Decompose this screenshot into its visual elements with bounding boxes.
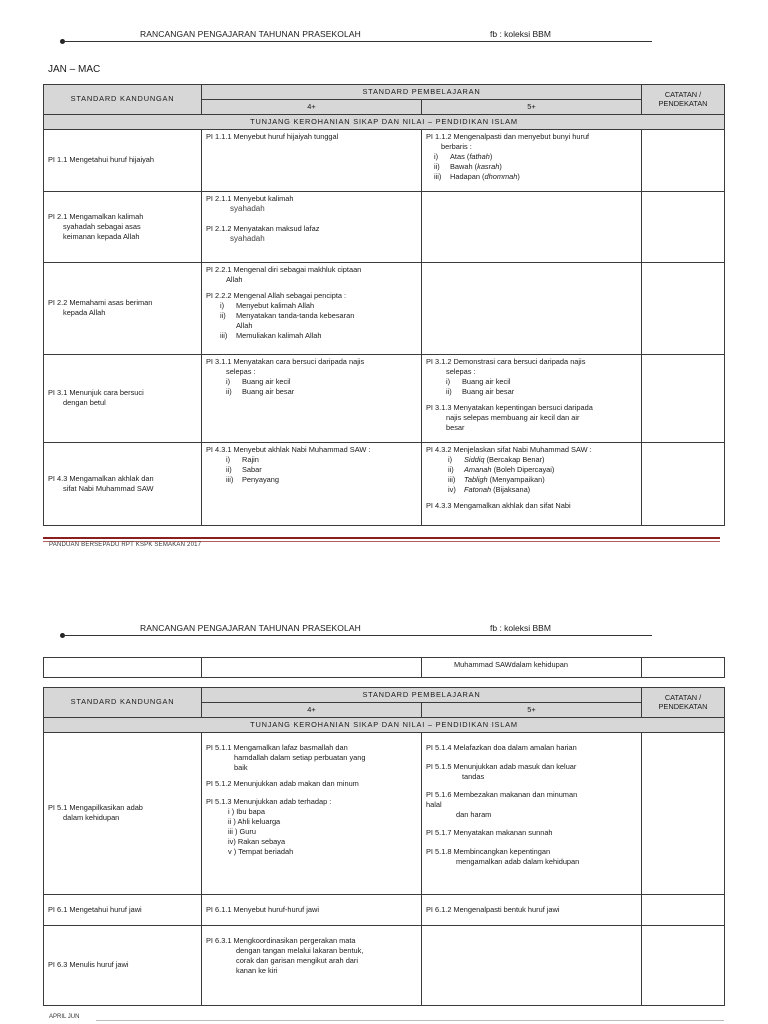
sp-item: PI 1.1.1 Menyebut huruf hijaiyah tunggal bbox=[206, 131, 339, 141]
sp-item: PI 2.1.2 Menyatakan maksud lafaz bbox=[206, 223, 320, 233]
sp-5-cell bbox=[422, 925, 642, 1005]
list-item: i) Buang air kecil bbox=[226, 376, 291, 386]
list-item: iv) Fatonah (Bijaksana) bbox=[448, 484, 531, 494]
catatan-line-1: CATATAN / bbox=[664, 89, 702, 99]
catatan-cell bbox=[642, 894, 725, 925]
table-row bbox=[44, 732, 725, 894]
sp-5-cell bbox=[422, 442, 642, 525]
sp-item-cont: Muhammad SAWdalam kehidupan bbox=[454, 660, 568, 669]
sp-5-cell bbox=[422, 191, 642, 262]
lesson-plan-table-1 bbox=[43, 84, 725, 526]
list-item: ii) Amanah (Boleh Dipercayai) bbox=[448, 464, 555, 474]
catatan-cell bbox=[642, 354, 725, 442]
sp-item: PI 3.1.1 Menyatakan cara bersuci daripada najis bbox=[206, 356, 365, 366]
col-header-standard-pembelajaran: STANDARD PEMBELAJARAN bbox=[202, 85, 642, 100]
sp-5-cell: PI 5.1.4 Melafazkan doa dalam amalan harian PI 5.1.5 Menunjukkan adab masuk dan keluar tandas PI 5.1.6 Membezakan makanan dan minuman halal dan haram PI 5.1.7 Menyatakan makanan sunnah PI 5.1.8 Membincangkan kepentingan mengamalkan adab dalam kehidupan bbox=[422, 732, 642, 894]
sp-item: PI 5.1.1 Mengamalkan lafaz basmallah dan bbox=[206, 742, 348, 752]
sp-item: PI 4.3.1 Menyebut akhlak Nabi Muhammad SAW : bbox=[206, 444, 371, 454]
standard-kandungan-cell: PI 5.1 Mengapilkasikan adab dalam kehidupan bbox=[44, 732, 202, 894]
list-item: i) Buang air kecil bbox=[446, 376, 511, 386]
sp-item: PI 5.1.3 Menunjukkan adab terhadap : bbox=[206, 796, 332, 806]
catatan-cell bbox=[642, 191, 725, 262]
period-label: JAN – MAC bbox=[48, 64, 101, 75]
table-row bbox=[44, 191, 725, 262]
sp-item: PI 5.1.6 Membezakan makanan dan minuman bbox=[426, 789, 578, 799]
list-item: v ) Tempat beriadah bbox=[228, 846, 294, 856]
list-item: ii) Menyatakan tanda-tanda kebesaran bbox=[220, 310, 355, 320]
list-item: ii) Sabar bbox=[226, 464, 262, 474]
header-rule bbox=[62, 41, 652, 42]
header-rule bbox=[62, 635, 652, 636]
catatan-line-2: PENDEKATAN bbox=[658, 702, 708, 712]
sp-4-cell bbox=[202, 129, 422, 191]
list-item: iii) Penyayang bbox=[226, 474, 279, 484]
list-item: i ) Ibu bapa bbox=[228, 806, 265, 816]
standard-kandungan-cell: PI 2.1 Mengamalkan kalimah syahadah sebagai asas keimanan kepada Allah bbox=[44, 191, 202, 262]
sp-item: PI 3.1.2 Demonstrasi cara bersuci daripada najis bbox=[426, 356, 586, 366]
list-item: ii ) Ahli keluarga bbox=[228, 816, 281, 826]
sp-item: PI 5.1.2 Menunjukkan adab makan dan minum bbox=[206, 778, 359, 788]
sp-item: PI 5.1.5 Menunjukkan adab masuk dan keluar bbox=[426, 761, 577, 771]
sp-4-cell bbox=[202, 658, 422, 678]
standard-kandungan-cell bbox=[44, 658, 202, 678]
sp-4-cell: PI 6.3.1 Mengkoordinasikan pergerakan mata dengan tangan melalui lakaran bentuk, corak dan garisan mengikut arah dari kanan ke kiri bbox=[202, 925, 422, 1005]
list-item: i) Menyebut kalimah Allah bbox=[220, 300, 315, 310]
table-row bbox=[44, 354, 725, 442]
sp-5-cell bbox=[422, 262, 642, 354]
col-header-catatan bbox=[642, 688, 725, 718]
catatan-cell bbox=[642, 129, 725, 191]
sp-4-cell bbox=[202, 191, 422, 262]
sp-item: PI 4.3.3 Mengamalkan akhlak dan sifat Nabi bbox=[426, 500, 571, 510]
standard-kandungan-cell: PI 4.3 Mengamalkan akhlak dan sifat Nabi Muhammad SAW bbox=[44, 442, 202, 525]
standard-kandungan-cell: PI 6.1 Mengetahui huruf jawi bbox=[44, 894, 202, 925]
bottom-rule bbox=[96, 1020, 724, 1021]
standard-kandungan-cell: PI 3.1 Menunjuk cara bersuci dengan betul bbox=[44, 354, 202, 442]
continuation-table bbox=[43, 657, 725, 678]
sp-4-cell bbox=[202, 442, 422, 525]
list-item: ii) Bawah (kasrah) bbox=[434, 161, 502, 171]
period-label-2: APRIL JUN bbox=[49, 1014, 80, 1020]
sp-4-cell: PI 2.2.1 Mengenal diri sebagai makhluk ciptaan Allah PI 2.2.2 Mengenal Allah sebagai pencipta : i) Menyebut kalimah Allah ii) Menyatakan tanda-tanda kebesaran Allah iii) Memuliakan kalimah Allah bbox=[202, 262, 422, 354]
list-item: iii ) Guru bbox=[228, 826, 256, 836]
catatan-cell bbox=[642, 262, 725, 354]
list-item: iii) Hadapan (dhommah) bbox=[434, 171, 520, 181]
sp-item: PI 1.1.2 Mengenalpasti dan menyebut bunyi huruf bbox=[426, 131, 590, 141]
list-item: iv) Rakan sebaya bbox=[228, 836, 286, 846]
list-item: iii) Memuliakan kalimah Allah bbox=[220, 330, 322, 340]
page-header-1 bbox=[60, 29, 652, 49]
sp-5-cell: PI 3.1.2 Demonstrasi cara bersuci daripada najis selepas : i) Buang air kecil ii) Buang air besar PI 3.1.3 Menyatakan kepentingan bersuci daripada najis selepas membuang air kecil dan air besar bbox=[422, 354, 642, 442]
table-row bbox=[44, 925, 725, 1005]
section-tunjang-header: TUNJANG KEROHANIAN SIKAP DAN NILAI – PENDIDIKAN ISLAM bbox=[44, 717, 725, 732]
standard-kandungan-cell: PI 6.3 Menulis huruf jawi bbox=[44, 925, 202, 1005]
sp-item: PI 3.1.3 Menyatakan kepentingan bersuci daripada bbox=[426, 402, 593, 412]
col-header-age-5: 5+ bbox=[422, 99, 642, 114]
catatan-line-1: CATATAN / bbox=[664, 692, 702, 702]
sp-4-cell: PI 6.1.1 Menyebut huruf-huruf jawi bbox=[202, 894, 422, 925]
document-title: RANCANGAN PENGAJARAN TAHUNAN PRASEKOLAH bbox=[140, 623, 361, 633]
table-row bbox=[44, 442, 725, 525]
sp-item-cont: berbaris : bbox=[441, 141, 472, 151]
col-header-age-5: 5+ bbox=[422, 702, 642, 717]
catatan-cell bbox=[642, 925, 725, 1005]
table-row bbox=[44, 894, 725, 925]
list-item: i) Siddiq (Bercakap Benar) bbox=[448, 454, 545, 464]
document-title: RANCANGAN PENGAJARAN TAHUNAN PRASEKOLAH bbox=[140, 29, 361, 39]
list-item: iii) Tabligh (Menyampaikan) bbox=[448, 474, 545, 484]
footer-rule bbox=[43, 537, 720, 539]
col-header-standard-kandungan: STANDARD KANDUNGAN bbox=[44, 688, 202, 718]
col-header-standard-pembelajaran: STANDARD PEMBELAJARAN bbox=[202, 688, 642, 703]
sp-item: PI 2.2.1 Mengenal diri sebagai makhluk ciptaan bbox=[206, 264, 362, 274]
table-row bbox=[44, 262, 725, 354]
sp-5-cell bbox=[422, 658, 642, 678]
col-header-catatan bbox=[642, 85, 725, 115]
sp-item: PI 6.3.1 Mengkoordinasikan pergerakan mata bbox=[206, 935, 356, 945]
lesson-plan-table-2 bbox=[43, 687, 725, 1006]
sp-item: PI 2.1.1 Menyebut kalimah bbox=[206, 193, 294, 203]
sp-5-cell: PI 6.1.2 Mengenalpasti bentuk huruf jawi bbox=[422, 894, 642, 925]
sp-item: PI 5.1.7 Menyatakan makanan sunnah bbox=[426, 827, 553, 837]
list-item: ii) Buang air besar bbox=[226, 386, 295, 396]
page-header-2 bbox=[60, 623, 652, 643]
catatan-cell bbox=[642, 658, 725, 678]
col-header-standard-kandungan: STANDARD KANDUNGAN bbox=[44, 85, 202, 115]
list-item: i) Rajin bbox=[226, 454, 259, 464]
arabic-script: syahadah bbox=[230, 233, 265, 243]
sp-item: PI 2.2.2 Mengenal Allah sebagai pencipta : bbox=[206, 290, 347, 300]
sp-4-cell: PI 5.1.1 Mengamalkan lafaz basmallah dan hamdallah dalam setiap perbuatan yang baik PI 5.1.2 Menunjukkan adab makan dan minum PI 5.1.3 Menunjukkan adab terhadap : i ) Ibu bapa ii ) Ahli keluarga iii ) Guru iv) Rakan sebaya v ) Tempat beriadah bbox=[202, 732, 422, 894]
catatan-line-2: PENDEKATAN bbox=[658, 99, 708, 109]
col-header-age-4: 4+ bbox=[202, 702, 422, 717]
sp-5-cell bbox=[422, 129, 642, 191]
sp-item: PI 5.1.4 Melafazkan doa dalam amalan harian bbox=[426, 742, 577, 752]
arabic-script: syahadah bbox=[230, 203, 265, 213]
standard-kandungan-cell: PI 2.2 Memahami asas beriman kepada Allah bbox=[44, 262, 202, 354]
source-label: fb : koleksi BBM bbox=[490, 29, 551, 39]
list-item: i) Atas (fathah) bbox=[434, 151, 493, 161]
sp-4-cell: PI 3.1.1 Menyatakan cara bersuci daripada najis selepas : i) Buang air kecil ii) Buang air besar bbox=[202, 354, 422, 442]
col-header-age-4: 4+ bbox=[202, 99, 422, 114]
catatan-cell bbox=[642, 732, 725, 894]
source-label: fb : koleksi BBM bbox=[490, 623, 551, 633]
catatan-cell bbox=[642, 442, 725, 525]
sp-item: PI 5.1.8 Membincangkan kepentingan bbox=[426, 846, 551, 856]
sp-item: PI 4.3.2 Menjelaskan sifat Nabi Muhammad SAW : bbox=[426, 444, 592, 454]
list-item: ii) Buang air besar bbox=[446, 386, 515, 396]
section-tunjang-header: TUNJANG KEROHANIAN SIKAP DAN NILAI – PENDIDIKAN ISLAM bbox=[44, 114, 725, 129]
standard-kandungan-cell: PI 1.1 Mengetahui huruf hijaiyah bbox=[44, 129, 202, 191]
table-row bbox=[44, 129, 725, 191]
footer-text: PANDUAN BERSEPADU RPT KSPK SEMAKAN 2017 bbox=[49, 542, 202, 548]
